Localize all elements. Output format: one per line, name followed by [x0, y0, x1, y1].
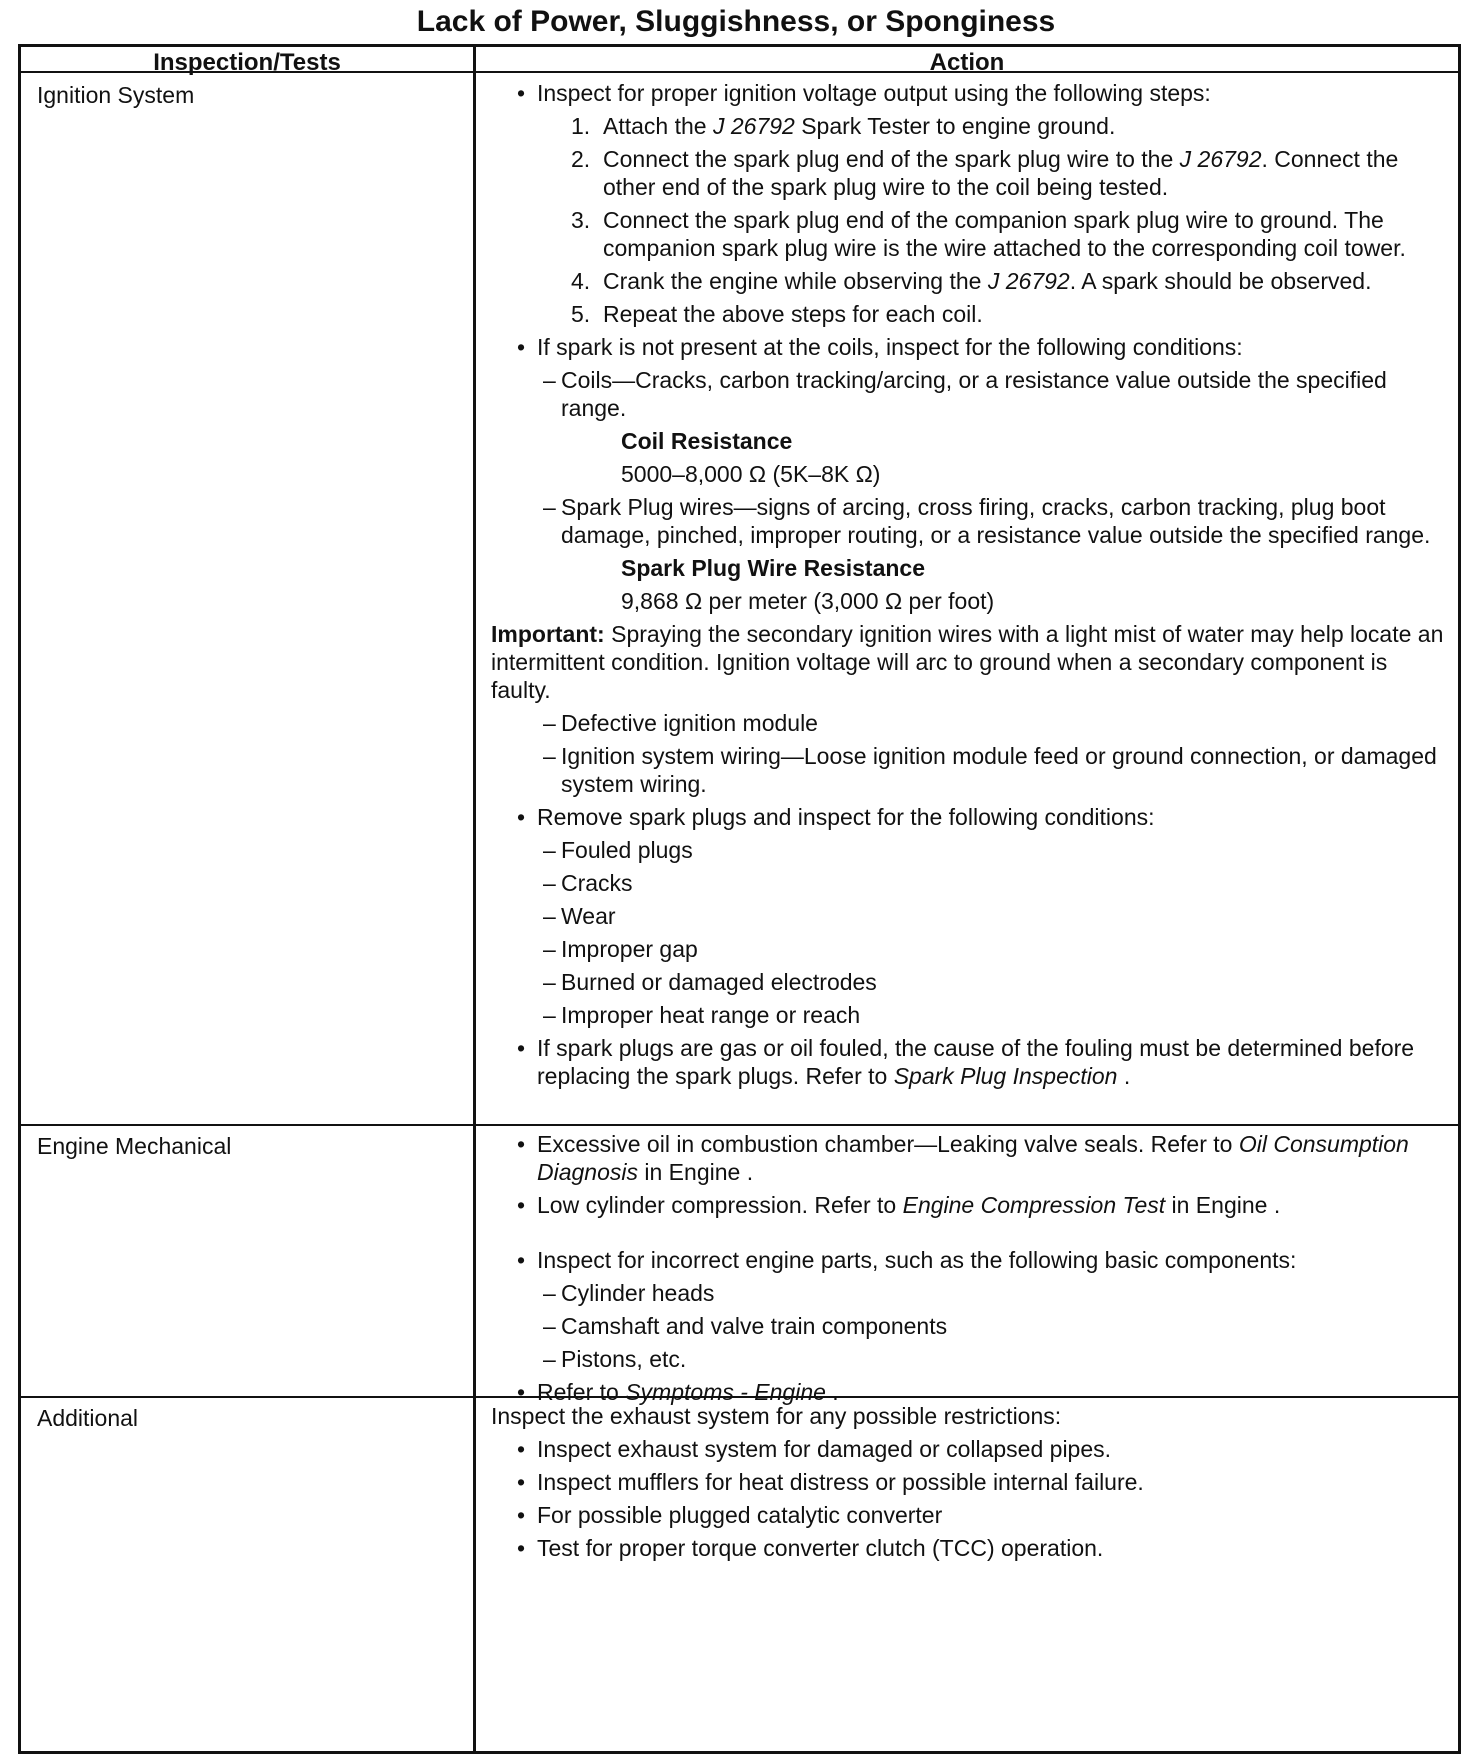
- step-5: 5. Repeat the above steps for each coil.: [571, 301, 983, 327]
- wire-resistance-label: Spark Plug Wire Resistance: [621, 555, 926, 581]
- coil-resistance-value: 5000–8,000 Ω (5K–8K Ω): [621, 461, 881, 487]
- list-item: • For possible plugged catalytic converter: [491, 1501, 1444, 1529]
- list-item: – Cylinder heads: [491, 1279, 1444, 1307]
- condition-wires: – Spark Plug wires—signs of arcing, cross firing, cracks, carbon tracking, plug boot damage, pinched, improper routing, or a resistance value outside the specified range.: [491, 493, 1444, 549]
- step-number: 2.: [571, 146, 591, 172]
- step-2: 2. Connect the spark plug end of the spark plug wire to the J 26792. Connect the other end of the spark plug wire to the coil being tested.: [571, 146, 1399, 200]
- list-item: – Burned or damaged electrodes: [491, 968, 1444, 996]
- list-item: • Test for proper torque converter clutch (TCC) operation.: [491, 1534, 1444, 1562]
- ignition-bullet-voltage: • Inspect for proper ignition voltage output using the following steps:: [491, 79, 1444, 107]
- step-number: 5.: [571, 301, 591, 327]
- page-title: Lack of Power, Sluggishness, or Sponginess: [416, 5, 1056, 38]
- ignition-bullet-fouled: • If spark plugs are gas or oil fouled, the cause of the fouling must be determined before replacing the spark plugs. Refer to Spark Plug Inspection .: [491, 1034, 1444, 1090]
- important-note: Important: Spraying the secondary ignition wires with a light mist of water may help locate an intermittent condition. Ignition voltage will arc to ground when a secondary component is faulty.: [491, 621, 1444, 703]
- engine-actions: [491, 1130, 1444, 1411]
- step-number: 1.: [571, 113, 591, 139]
- row-label-ignition: Ignition System: [37, 82, 195, 108]
- reference-link: Oil Consumption Diagnosis: [537, 1131, 1409, 1185]
- ignition-bullet-plugs: • Remove spark plugs and inspect for the following conditions:: [491, 803, 1444, 831]
- step-number: 4.: [571, 268, 591, 294]
- step-4: 4. Crank the engine while observing the J 26792. A spark should be observed.: [571, 268, 1372, 294]
- engine-bullet-oil: • Excessive oil in combustion chamber—Leaking valve seals. Refer to Oil Consumption Diagnosis in Engine .: [491, 1130, 1444, 1186]
- diagnosis-table: [18, 44, 1461, 1754]
- list-item: – Improper heat range or reach: [491, 1001, 1444, 1029]
- list-item: – Pistons, etc.: [491, 1345, 1444, 1373]
- list-item: • Inspect exhaust system for damaged or collapsed pipes.: [491, 1435, 1444, 1463]
- additional-intro: Inspect the exhaust system for any possible restrictions:: [491, 1403, 1062, 1429]
- reference-link: Engine Compression Test: [902, 1192, 1166, 1218]
- header-inspection: Inspection/Tests: [153, 49, 341, 76]
- coil-resistance-label: Coil Resistance: [621, 428, 793, 454]
- row-label-additional: Additional: [37, 1405, 139, 1431]
- list-item: – Wear: [491, 902, 1444, 930]
- condition-wiring: – Ignition system wiring—Loose ignition module feed or ground connection, or damaged system wiring.: [491, 742, 1444, 798]
- reference-link: Symptoms - Engine: [625, 1379, 826, 1405]
- header-action: Action: [929, 49, 1005, 76]
- condition-coils: – Coils—Cracks, carbon tracking/arcing, or a resistance value outside the specified range.: [491, 366, 1444, 422]
- engine-bullet-parts: • Inspect for incorrect engine parts, such as the following basic components:: [491, 1246, 1444, 1274]
- row-label-engine: Engine Mechanical: [37, 1133, 232, 1159]
- list-item: – Fouled plugs: [491, 836, 1444, 864]
- ignition-bullet-no-spark: • If spark is not present at the coils, inspect for the following conditions:: [491, 333, 1444, 361]
- list-item: – Improper gap: [491, 935, 1444, 963]
- list-item: – Cracks: [491, 869, 1444, 897]
- engine-bullet-compression: • Low cylinder compression. Refer to Engine Compression Test in Engine .: [491, 1191, 1444, 1219]
- step-1: 1. Attach the J 26792 Spark Tester to engine ground.: [571, 113, 1116, 139]
- row-divider-ignition: [21, 1124, 1458, 1126]
- engine-bullet-symptoms: • Refer to Symptoms - Engine .: [491, 1378, 1444, 1406]
- step-number: 3.: [571, 207, 591, 233]
- ignition-actions: [491, 79, 1444, 1095]
- wire-resistance-value: 9,868 Ω per meter (3,000 Ω per foot): [621, 588, 995, 614]
- step-3: 3. Connect the spark plug end of the companion spark plug wire to ground. The companion spark plug wire is the wire attached to the corresponding coil tower.: [571, 207, 1406, 261]
- additional-actions: [491, 1402, 1444, 1567]
- list-item: – Camshaft and valve train components: [491, 1312, 1444, 1340]
- reference-link: Spark Plug Inspection: [893, 1063, 1118, 1089]
- list-item: • Inspect mufflers for heat distress or possible internal failure.: [491, 1468, 1444, 1496]
- column-divider: [473, 47, 476, 1751]
- condition-module: – Defective ignition module: [491, 709, 1444, 737]
